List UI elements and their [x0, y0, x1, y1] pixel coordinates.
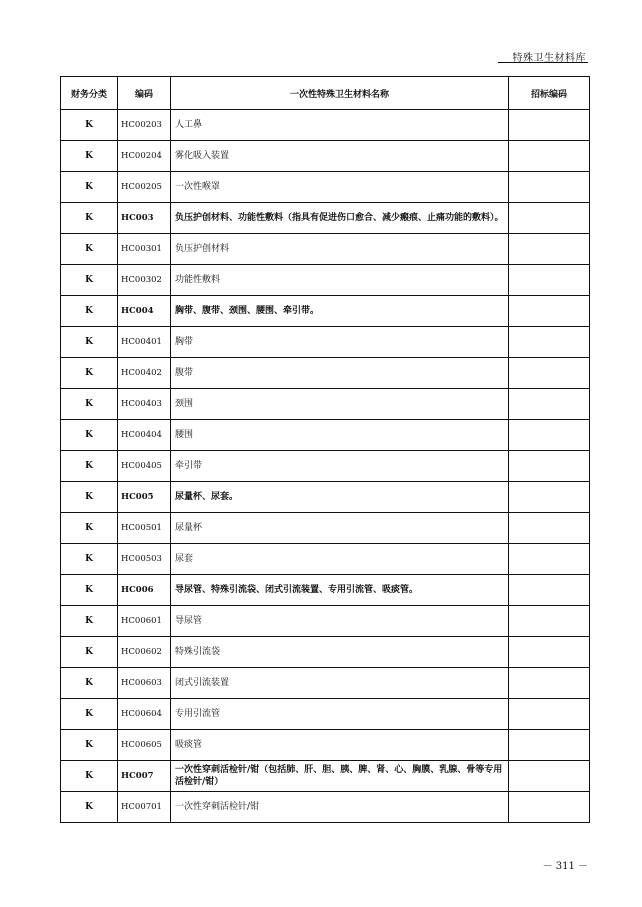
table-row — [61, 606, 590, 637]
code-cell: HC00605 — [118, 730, 171, 761]
tender-code-cell — [509, 358, 590, 389]
code-cell: HC00601 — [118, 606, 171, 637]
tender-code-cell — [509, 544, 590, 575]
name-cell: 雾化吸入装置 — [171, 141, 509, 172]
code-cell: HC004 — [118, 296, 171, 327]
table-row — [61, 141, 590, 172]
tender-code-cell — [509, 792, 590, 823]
table-body — [61, 110, 590, 823]
table-row — [61, 420, 590, 451]
table-row — [61, 234, 590, 265]
table-row — [61, 668, 590, 699]
name-cell: 腹带 — [171, 358, 509, 389]
name-cell: 专用引流管 — [171, 699, 509, 730]
code-cell: HC00301 — [118, 234, 171, 265]
name-cell: 导尿管、特殊引流袋、闭式引流装置、专用引流管、吸痰管。 — [171, 575, 509, 606]
code-cell: HC00604 — [118, 699, 171, 730]
category-cell: K — [61, 730, 118, 761]
category-cell: K — [61, 327, 118, 358]
category-cell: K — [61, 451, 118, 482]
tender-code-cell — [509, 327, 590, 358]
tender-code-cell — [509, 420, 590, 451]
tender-code-cell — [509, 141, 590, 172]
table-row — [61, 482, 590, 513]
column-header-category: 财务分类 — [61, 77, 118, 110]
name-cell: 特殊引流袋 — [171, 637, 509, 668]
tender-code-cell — [509, 761, 590, 792]
tender-code-cell — [509, 699, 590, 730]
header-rule — [498, 62, 588, 63]
tender-code-cell — [509, 513, 590, 544]
table-row — [61, 203, 590, 234]
table-row — [61, 358, 590, 389]
tender-code-cell — [509, 637, 590, 668]
table-row — [61, 172, 590, 203]
code-cell: HC006 — [118, 575, 171, 606]
tender-code-cell — [509, 265, 590, 296]
table-row — [61, 110, 590, 141]
name-cell: 尿套 — [171, 544, 509, 575]
tender-code-cell — [509, 172, 590, 203]
table-row — [61, 730, 590, 761]
name-cell: 导尿管 — [171, 606, 509, 637]
code-cell: HC00602 — [118, 637, 171, 668]
tender-code-cell — [509, 203, 590, 234]
code-cell: HC003 — [118, 203, 171, 234]
code-cell: HC00404 — [118, 420, 171, 451]
table-row — [61, 451, 590, 482]
name-cell: 牵引带 — [171, 451, 509, 482]
category-cell: K — [61, 637, 118, 668]
category-cell: K — [61, 792, 118, 823]
page-number: － 311 － — [542, 861, 588, 872]
column-header-code: 编码 — [118, 77, 171, 110]
materials-table — [60, 76, 590, 823]
table-row — [61, 699, 590, 730]
tender-code-cell — [509, 451, 590, 482]
code-cell: HC00403 — [118, 389, 171, 420]
table-row — [61, 637, 590, 668]
category-cell: K — [61, 172, 118, 203]
table-row — [61, 792, 590, 823]
name-cell: 功能性敷料 — [171, 265, 509, 296]
name-cell: 一次性穿刺活检针/钳 — [171, 792, 509, 823]
category-cell: K — [61, 265, 118, 296]
tender-code-cell — [509, 482, 590, 513]
code-cell: HC00203 — [118, 110, 171, 141]
code-cell: HC00204 — [118, 141, 171, 172]
tender-code-cell — [509, 668, 590, 699]
category-cell: K — [61, 606, 118, 637]
tender-code-cell — [509, 296, 590, 327]
name-cell: 颈围 — [171, 389, 509, 420]
tender-code-cell — [509, 730, 590, 761]
name-cell: 吸痰管 — [171, 730, 509, 761]
category-cell: K — [61, 699, 118, 730]
table-row — [61, 544, 590, 575]
column-header-tender-code: 招标编码 — [509, 77, 590, 110]
table-row — [61, 513, 590, 544]
code-cell: HC00405 — [118, 451, 171, 482]
table-header-row — [61, 77, 590, 110]
category-cell: K — [61, 358, 118, 389]
code-cell: HC00603 — [118, 668, 171, 699]
name-cell: 尿量杯 — [171, 513, 509, 544]
code-cell: HC00503 — [118, 544, 171, 575]
category-cell: K — [61, 296, 118, 327]
name-cell: 一次性喉罩 — [171, 172, 509, 203]
page-header-title: 特殊卫生材料库 — [512, 53, 586, 64]
table-row — [61, 327, 590, 358]
category-cell: K — [61, 234, 118, 265]
category-cell: K — [61, 544, 118, 575]
name-cell: 负压护创材料 — [171, 234, 509, 265]
tender-code-cell — [509, 110, 590, 141]
table-row — [61, 575, 590, 606]
table-row — [61, 389, 590, 420]
name-cell: 闭式引流装置 — [171, 668, 509, 699]
category-cell: K — [61, 141, 118, 172]
code-cell: HC00205 — [118, 172, 171, 203]
table-row — [61, 265, 590, 296]
table-row — [61, 761, 590, 792]
tender-code-cell — [509, 234, 590, 265]
category-cell: K — [61, 668, 118, 699]
category-cell: K — [61, 110, 118, 141]
name-cell: 一次性穿刺活检针/钳（包括肺、肝、胆、胰、脾、肾、心、胸膜、乳腺、骨等专用活检针/钳） — [171, 761, 509, 792]
tender-code-cell — [509, 389, 590, 420]
name-cell: 胸带、腹带、颈围、腰围、牵引带。 — [171, 296, 509, 327]
category-cell: K — [61, 513, 118, 544]
code-cell: HC005 — [118, 482, 171, 513]
tender-code-cell — [509, 606, 590, 637]
category-cell: K — [61, 420, 118, 451]
name-cell: 胸带 — [171, 327, 509, 358]
code-cell: HC00401 — [118, 327, 171, 358]
code-cell: HC00501 — [118, 513, 171, 544]
name-cell: 人工鼻 — [171, 110, 509, 141]
name-cell: 尿量杯、尿套。 — [171, 482, 509, 513]
name-cell: 腰围 — [171, 420, 509, 451]
category-cell: K — [61, 761, 118, 792]
code-cell: HC00302 — [118, 265, 171, 296]
column-header-name: 一次性特殊卫生材料名称 — [171, 77, 509, 110]
category-cell: K — [61, 389, 118, 420]
tender-code-cell — [509, 575, 590, 606]
code-cell: HC00701 — [118, 792, 171, 823]
name-cell: 负压护创材料、功能性敷料（指具有促进伤口愈合、减少瘢痕、止痛功能的敷料）。 — [171, 203, 509, 234]
category-cell: K — [61, 482, 118, 513]
code-cell: HC007 — [118, 761, 171, 792]
code-cell: HC00402 — [118, 358, 171, 389]
category-cell: K — [61, 203, 118, 234]
category-cell: K — [61, 575, 118, 606]
table-row — [61, 296, 590, 327]
